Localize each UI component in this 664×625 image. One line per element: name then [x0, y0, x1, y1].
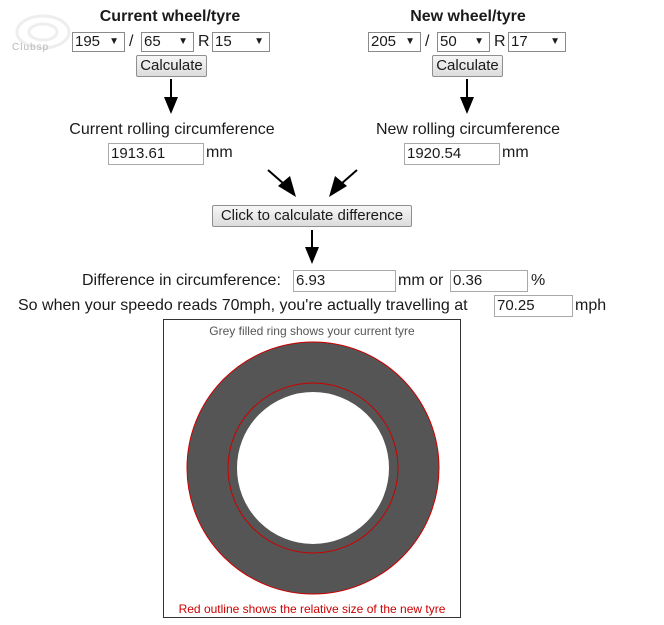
tyre-diagram — [163, 319, 461, 618]
current-width-select[interactable] — [72, 32, 125, 52]
chevron-down-icon: ▼ — [178, 36, 188, 47]
current-profile-select[interactable] — [141, 32, 194, 52]
new-unit: mm — [502, 144, 529, 161]
speedo-actual-field[interactable]: 70.25 — [494, 295, 573, 317]
difference-mm-or: mm or — [398, 272, 444, 289]
new-title: New wheel/tyre — [410, 8, 526, 25]
current-calculate-button[interactable]: Calculate — [136, 55, 207, 77]
difference-label: Difference in circumference: — [82, 272, 281, 289]
diagram-top-caption: Grey filled ring shows your current tyre — [209, 324, 415, 338]
difference-mm-field[interactable]: 6.93 — [293, 270, 396, 292]
arrow-down-icon — [164, 79, 178, 114]
new-width-value: 205 — [371, 33, 397, 50]
speedo-unit: mph — [575, 297, 607, 314]
arrow-diagonal-icon — [268, 170, 296, 197]
current-profile-value: 65 — [144, 33, 161, 50]
new-result-label: New rolling circumference — [375, 121, 561, 138]
calculate-difference-button[interactable]: Click to calculate difference — [212, 205, 412, 227]
new-calculate-button[interactable]: Calculate — [432, 55, 503, 77]
current-rim-value: 15 — [215, 33, 232, 50]
new-rim-select[interactable] — [508, 32, 566, 52]
current-width-value: 195 — [75, 33, 101, 50]
watermark-text: Clubsp — [12, 42, 50, 53]
chevron-down-icon: ▼ — [474, 36, 484, 47]
chevron-down-icon: ▼ — [254, 36, 264, 47]
chevron-down-icon: ▼ — [109, 36, 119, 47]
current-separator: / — [129, 33, 134, 50]
new-profile-value: 50 — [440, 33, 457, 50]
tyre-rings — [164, 320, 460, 617]
difference-percent-unit: % — [531, 272, 546, 289]
new-separator: / — [425, 33, 430, 50]
new-width-select[interactable] — [368, 32, 421, 52]
current-rim-prefix: R — [198, 33, 210, 50]
arrow-down-icon — [460, 79, 474, 114]
current-circumference-field[interactable]: 1913.61 — [108, 143, 204, 165]
current-title: Current wheel/tyre — [99, 8, 241, 25]
new-rim-value: 17 — [511, 33, 528, 50]
chevron-down-icon: ▼ — [405, 36, 415, 47]
current-unit: mm — [206, 144, 233, 161]
new-profile-select[interactable] — [437, 32, 490, 52]
speedo-label: So when your speedo reads 70mph, you're actually travelling at — [18, 297, 468, 314]
new-circumference-field[interactable]: 1920.54 — [404, 143, 500, 165]
current-result-label: Current rolling circumference — [69, 121, 275, 138]
arrow-down-icon — [305, 230, 319, 264]
current-tyre-ring — [212, 367, 414, 569]
current-rim-select[interactable] — [212, 32, 270, 52]
new-rim-prefix: R — [494, 33, 506, 50]
difference-percent-field[interactable]: 0.36 — [450, 270, 528, 292]
chevron-down-icon: ▼ — [550, 36, 560, 47]
diagram-bottom-caption: Red outline shows the relative size of the new tyre — [178, 602, 446, 616]
arrow-diagonal-icon — [329, 170, 357, 197]
